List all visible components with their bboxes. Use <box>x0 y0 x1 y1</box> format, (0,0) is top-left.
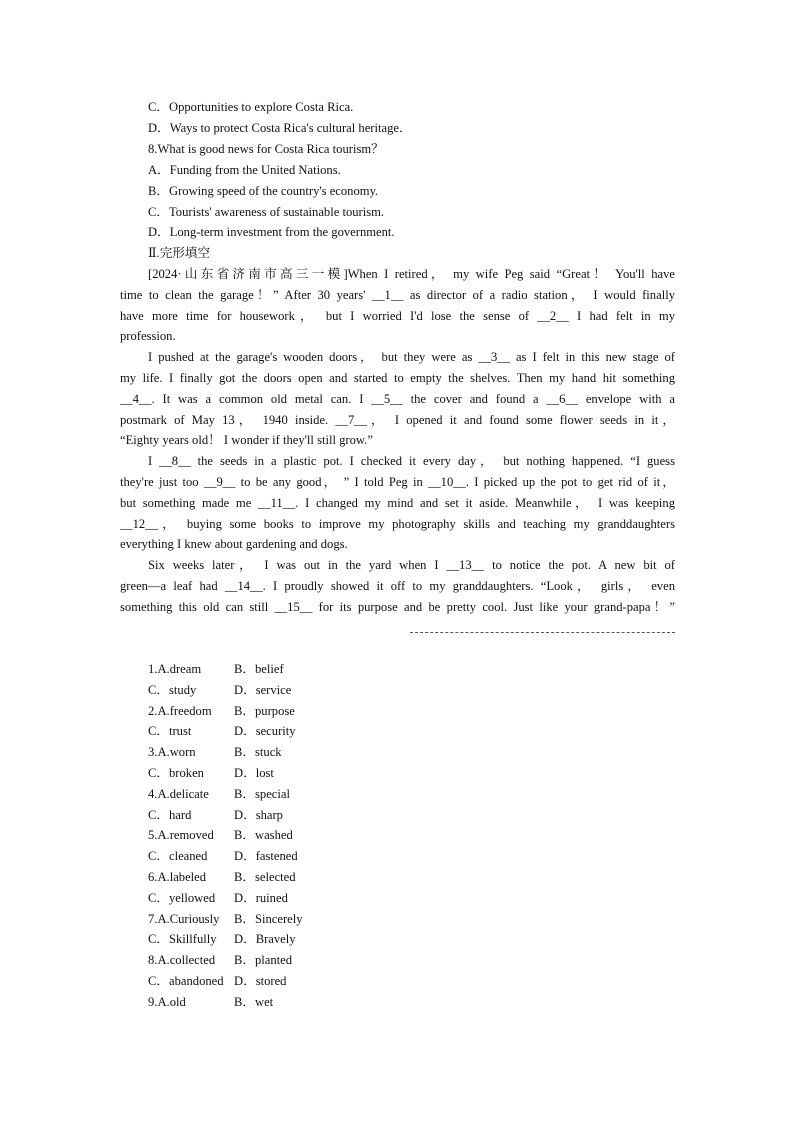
passage-line: something this old can still __15__ for its purpose and be pretty cool. Just like your grand-papa！” <box>120 600 675 614</box>
option-row <box>148 764 274 782</box>
passage-line: they're just too __9__ to be any good， ” I told Peg in __10__. I picked up the pot to get rid of it， <box>120 475 675 489</box>
option-left: C．yellowed <box>148 890 216 905</box>
option-right: B．belief <box>234 662 284 676</box>
option-row <box>148 660 284 678</box>
option-left: 1.A.dream <box>148 662 202 676</box>
option-right: D．lost <box>234 766 274 780</box>
option-right: D．service <box>234 682 292 697</box>
option-row <box>148 951 292 969</box>
option-row <box>148 743 282 761</box>
passage-line: time to clean the garage！” After 30 years' __1__ as director of a radio station， I would finally <box>120 288 675 302</box>
passage-line: __4__. It was a common old metal can. I __5__ the cover and found a __6__ envelope with a <box>120 392 675 406</box>
passage-line: “Eighty years old！ I wonder if they'll still grow.” <box>120 433 373 447</box>
option-left: C．abandoned <box>148 974 224 988</box>
passage-line: [2024·山东省济南市高三一模]When I retired， my wife Peg said “Great！ You'll have <box>148 267 675 281</box>
option-right: B．Sincerely <box>234 911 303 926</box>
option-right: B．stuck <box>234 745 282 760</box>
dashed-separator <box>410 632 675 633</box>
passage-line: I __8__ the seeds in a plastic pot. I checked it every day， but nothing happened. “I guess <box>148 454 675 468</box>
option-right: D．security <box>234 724 296 739</box>
option-c: C．Opportunities to explore Costa Rica. <box>148 100 354 114</box>
option-row <box>148 785 290 803</box>
option-row <box>148 806 283 824</box>
option-right: B．washed <box>234 828 293 843</box>
passage-line: postmark of May 13， 1940 inside. __7__， I opened it and found some flower seeds in it， <box>120 413 675 427</box>
option-left: 5.A.removed <box>148 828 214 843</box>
option-left: C．broken <box>148 766 204 780</box>
option-left: 7.A.Curiously <box>148 911 220 926</box>
option-left: C．study <box>148 682 197 697</box>
question-8-option-b: B．Growing speed of the country's economy. <box>148 184 379 198</box>
option-right: D．stored <box>234 974 287 988</box>
option-right: D．sharp <box>234 807 283 822</box>
option-row <box>148 722 296 740</box>
passage-line: my life. I finally got the doors open and started to empty the shelves. Then my hand hit something <box>120 371 675 385</box>
option-left: C．cleaned <box>148 849 208 864</box>
option-right: D．ruined <box>234 890 288 905</box>
option-right: B．special <box>234 786 290 801</box>
option-row <box>148 889 288 907</box>
option-left: 8.A.collected <box>148 953 216 968</box>
passage-line: but something made me __11__. I changed my mind and set it aside. Meanwhile， I was keeping <box>120 496 675 510</box>
option-left: 3.A.worn <box>148 745 196 760</box>
option-right: B．purpose <box>234 703 295 718</box>
option-right: B．selected <box>234 870 296 884</box>
passage-line: __12__， buying some books to improve my photography skills and teaching my granddaughters <box>120 517 675 531</box>
option-row <box>148 972 286 990</box>
option-left: C．Skillfully <box>148 932 217 947</box>
option-right: B．planted <box>234 953 293 968</box>
passage-line: have more time for housework， but I worried I'd lose the sense of __2__ I had felt in my <box>120 309 675 323</box>
option-left: 4.A.delicate <box>148 786 209 801</box>
option-left: 2.A.freedom <box>148 703 212 718</box>
option-left: C．hard <box>148 807 192 822</box>
question-8-option-d: D．Long-term investment from the government. <box>148 225 395 239</box>
option-row <box>148 847 298 865</box>
passage-line: everything I knew about gardening and dogs. <box>120 537 348 551</box>
option-d: D．Ways to protect Costa Rica's cultural heritage． <box>148 121 412 135</box>
passage-line: Six weeks later， I was out in the yard when I __13__ to notice the pot. A new bit of <box>148 558 675 572</box>
option-left: 9.A.old <box>148 994 186 1009</box>
question-8-option-a: A．Funding from the United Nations. <box>148 163 341 177</box>
section-title: Ⅱ.完形填空 <box>148 246 211 260</box>
option-row <box>148 910 303 928</box>
question-8-option-c: C．Tourists' awareness of sustainable tourism. <box>148 205 385 219</box>
option-left: C．trust <box>148 724 192 739</box>
option-row <box>148 826 293 844</box>
option-row <box>148 993 273 1011</box>
option-left: 6.A.labeled <box>148 870 207 884</box>
option-right: B．wet <box>234 994 274 1009</box>
option-right: D．Bravely <box>234 932 296 947</box>
option-row <box>148 868 296 886</box>
option-row <box>148 681 291 699</box>
question-8: 8.What is good news for Costa Rica tourism？ <box>148 142 384 156</box>
passage-line: green—a leaf had __14__. I proudly showed it off to my granddaughters. “Look， girls， even <box>120 579 675 593</box>
option-right: D．fastened <box>234 849 298 864</box>
option-row <box>148 930 296 948</box>
option-row <box>148 702 295 720</box>
passage-line: profession. <box>120 329 176 343</box>
passage-line: I pushed at the garage's wooden doors， but they were as __3__ as I felt in this new stage of <box>148 350 675 364</box>
